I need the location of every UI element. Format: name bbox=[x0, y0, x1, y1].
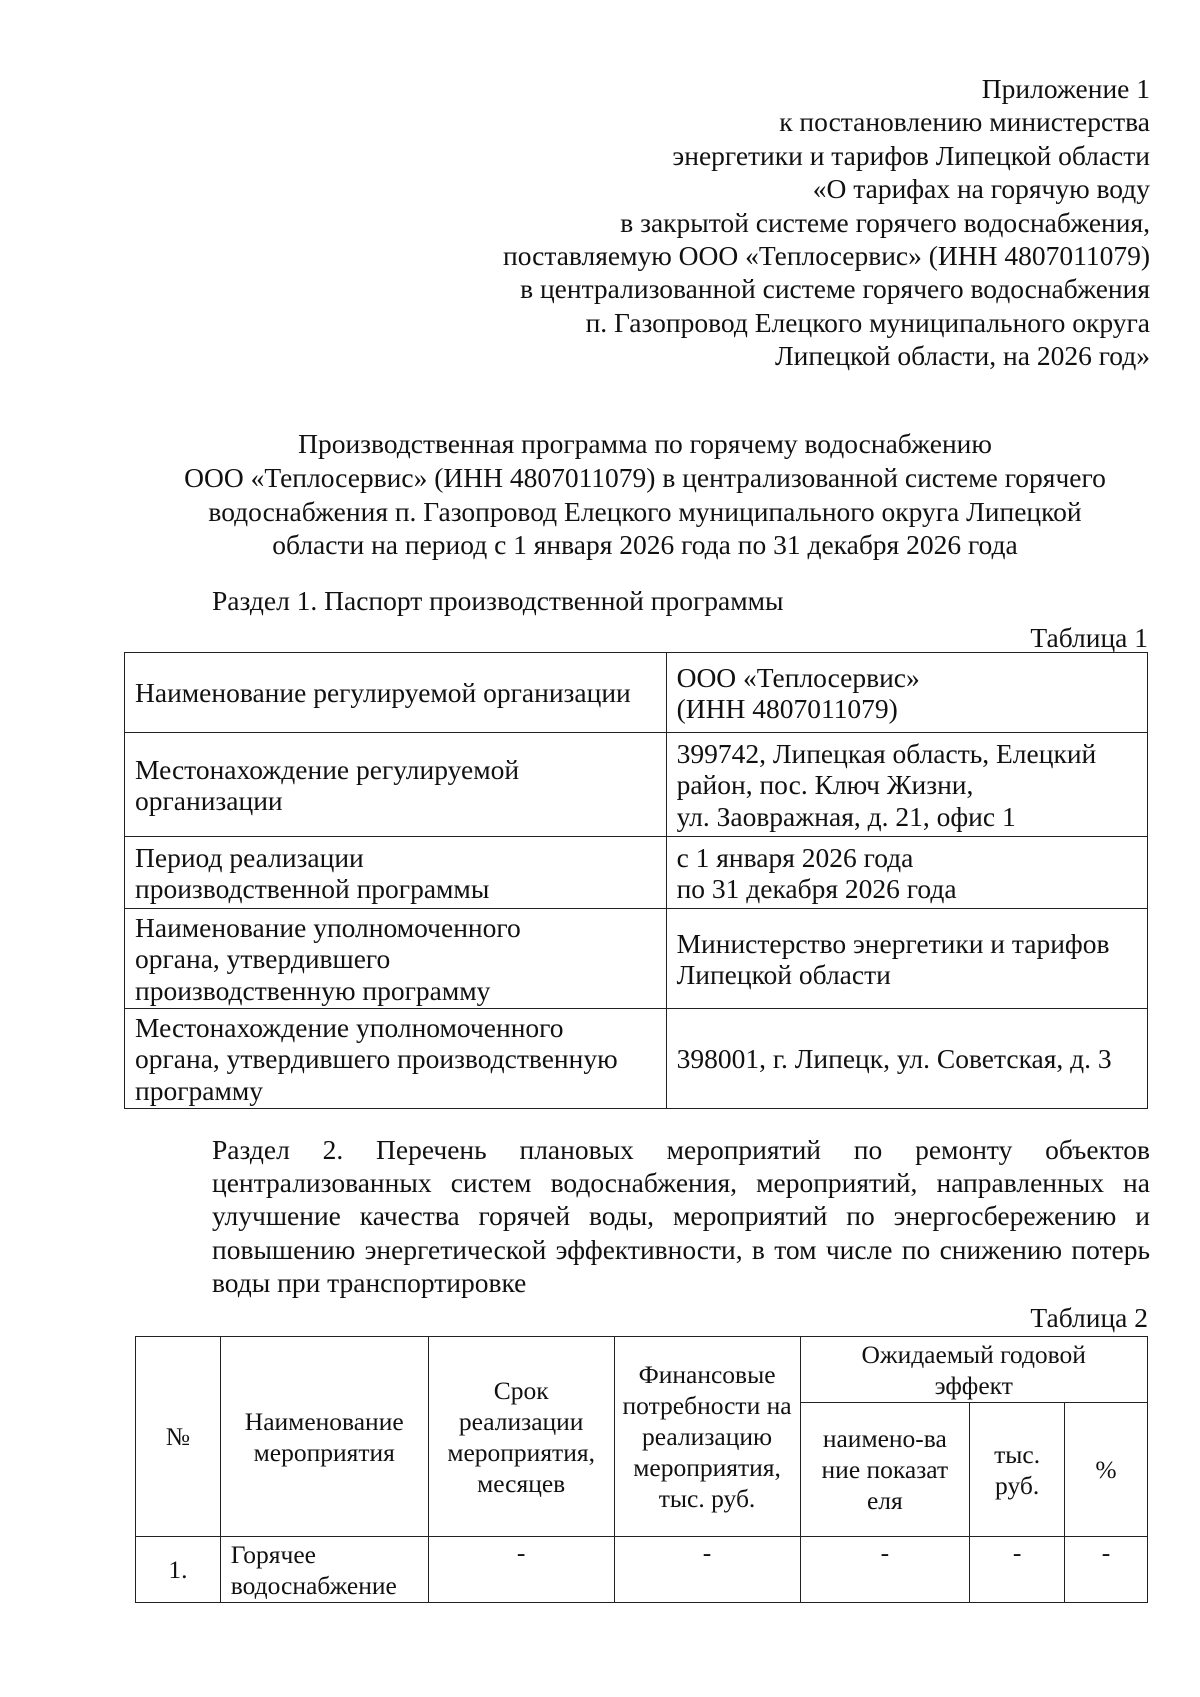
annex-line: в централизованной системе горячего водоснабжения bbox=[520, 273, 1150, 305]
header-name: Наименование мероприятия bbox=[220, 1337, 428, 1537]
value-line: Министерство энергетики и тарифов bbox=[676, 927, 1110, 959]
row-label: Местонахождение уполномоченного органа, утвердившего производственную программу bbox=[125, 1009, 667, 1109]
value-line: (ИНН 4807011079) bbox=[676, 693, 898, 724]
table-row bbox=[125, 733, 1148, 837]
section2-text bbox=[140, 1133, 1150, 1299]
row-value bbox=[666, 837, 1147, 909]
value-line: 399742, Липецкая область, Елецкий bbox=[676, 737, 1097, 769]
annex-line: энергетики и тарифов Липецкой области bbox=[672, 139, 1150, 171]
annex-line: п. Газопровод Елецкого муниципального округа bbox=[585, 306, 1150, 338]
annex-header bbox=[440, 72, 1150, 373]
header-term: Срок реализации мероприятия, месяцев bbox=[428, 1337, 614, 1537]
value-line: по 31 декабря 2026 года bbox=[676, 873, 957, 904]
header-thousand-rub: тыс. руб. bbox=[970, 1403, 1065, 1537]
header-indicator: наимено-вание показателя bbox=[800, 1403, 970, 1537]
row-value bbox=[666, 1009, 1147, 1109]
passport-table bbox=[124, 652, 1148, 1109]
value-line: Липецкой области bbox=[676, 959, 891, 990]
annex-line: в закрытой системе горячего водоснабжения, bbox=[620, 206, 1150, 238]
measures-table bbox=[135, 1336, 1148, 1603]
row-value bbox=[666, 653, 1147, 733]
header-percent: % bbox=[1065, 1403, 1148, 1537]
section1-heading: Раздел 1. Паспорт производственной программы bbox=[212, 585, 784, 616]
row-label: Наименование уполномоченного органа, утвердившего производственную программу bbox=[125, 909, 667, 1009]
row-value bbox=[666, 909, 1147, 1009]
table-row bbox=[125, 653, 1148, 733]
value-line: ООО «Теплосервис» bbox=[676, 661, 920, 693]
title-line: ООО «Теплосервис» (ИНН 4807011079) в централизованной системе горячего bbox=[184, 461, 1106, 493]
table-row bbox=[125, 837, 1148, 909]
value-line: район, пос. Ключ Жизни, bbox=[676, 769, 974, 801]
value-line: ул. Заовражная, д. 21, офис 1 bbox=[676, 800, 1016, 832]
annex-line: Приложение 1 bbox=[981, 73, 1150, 104]
cell-percent: - bbox=[1065, 1537, 1148, 1603]
table-row bbox=[125, 1009, 1148, 1109]
value-line: 398001, г. Липецк, ул. Советская, д. 3 bbox=[676, 1043, 1112, 1075]
title-line: области на период с 1 января 2026 года по 31 декабря 2026 года bbox=[272, 529, 1018, 561]
annex-line: поставляемую ООО «Теплосервис» (ИНН 4807011079) bbox=[502, 240, 1150, 272]
row-label: Наименование регулируемой организации bbox=[125, 653, 667, 733]
header-row bbox=[136, 1337, 1148, 1403]
annex-line: к постановлению министерства bbox=[779, 106, 1150, 138]
cell-num: 1. bbox=[136, 1537, 221, 1603]
cell-thousand-rub: - bbox=[970, 1537, 1065, 1603]
title-line: водоснабжения п. Газопровод Елецкого муниципального округа Липецкой bbox=[208, 495, 1082, 527]
header-finance: Финансовые потребности на реализацию мероприятия, тыс. руб. bbox=[614, 1337, 800, 1537]
value-line: с 1 января 2026 года bbox=[676, 841, 914, 873]
annex-line: «О тарифах на горячую воду bbox=[812, 173, 1150, 205]
cell-name: Горячее водоснабжение bbox=[220, 1537, 428, 1603]
table1-label: Таблица 1 bbox=[1030, 622, 1148, 653]
table2-label: Таблица 2 bbox=[1030, 1302, 1148, 1333]
header-effect: Ожидаемый годовой эффект bbox=[800, 1337, 1148, 1403]
cell-indicator: - bbox=[800, 1537, 970, 1603]
section2-paragraph: Раздел 2. Перечень плановых мероприятий по ремонту объектов централизованных систем водоснабжения, мероприятий, направленных на улучшение качества горячей воды, мероприятий по энергосбережению и повышению энергетической эффективности, в том числе по снижению потерь воды при транспортировке bbox=[212, 1134, 1150, 1298]
table-row bbox=[136, 1537, 1148, 1603]
cell-term: - bbox=[428, 1537, 614, 1603]
row-label: Местонахождение регулируемой организации bbox=[125, 733, 667, 837]
document-title bbox=[140, 427, 1150, 562]
row-value bbox=[666, 733, 1147, 837]
cell-finance: - bbox=[614, 1537, 800, 1603]
header-num: № bbox=[136, 1337, 221, 1537]
row-label: Период реализации производственной программы bbox=[125, 837, 667, 909]
title-line: Производственная программа по горячему водоснабжению bbox=[298, 428, 992, 459]
table-row bbox=[125, 909, 1148, 1009]
annex-line: Липецкой области, на 2026 год» bbox=[775, 340, 1150, 372]
